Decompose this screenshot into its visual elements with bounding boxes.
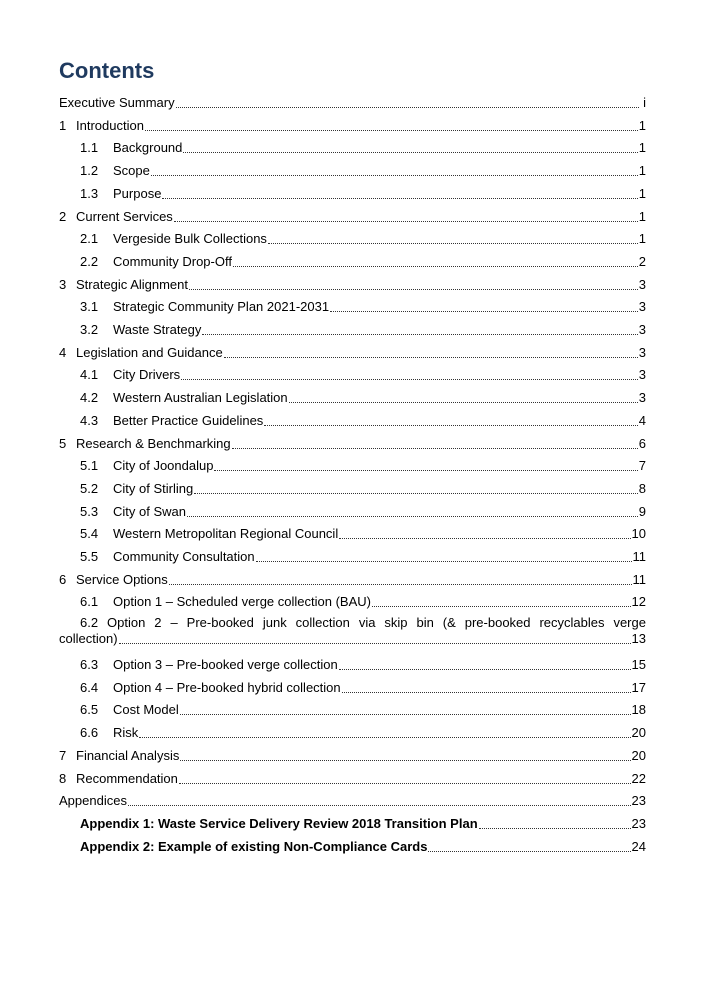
page-title: Contents <box>59 58 155 83</box>
toc-entry-number: 6.1 <box>80 594 99 610</box>
toc-entry-appendix-1[interactable] <box>80 810 646 832</box>
toc-entry-label: Service Options <box>76 571 168 587</box>
toc-entry-number: 1.2 <box>80 163 99 179</box>
dot-leader <box>128 804 631 806</box>
toc-entry-page: 2 <box>638 253 646 269</box>
word: (& <box>442 615 456 630</box>
toc-entry-option-1[interactable] <box>80 588 646 610</box>
toc-entry-community-consultation[interactable] <box>80 543 646 565</box>
toc-entry-page: 3 <box>638 322 646 337</box>
toc-entry-page: 4 <box>638 412 646 428</box>
toc-entry-community-drop-off[interactable] <box>80 248 646 270</box>
word: Pre-booked <box>186 615 254 630</box>
toc-entry-page: 1 <box>638 163 646 179</box>
word: verge <box>613 615 646 630</box>
toc-entry-label: City of Swan <box>113 503 186 519</box>
toc-entry-label: Risk <box>113 725 139 741</box>
toc-entry-city-drivers[interactable] <box>80 361 646 383</box>
toc-entry-page: 3 <box>638 276 646 292</box>
dot-leader <box>183 151 637 153</box>
toc-entry-page: 13 <box>631 631 646 646</box>
toc-entry-number: 6.2 <box>80 615 99 630</box>
dot-leader <box>169 583 632 585</box>
dot-leader <box>174 220 638 222</box>
toc-entry-label: Scope <box>113 163 150 179</box>
toc-entry-city-of-joondalup[interactable] <box>80 452 646 474</box>
dot-leader <box>256 560 632 562</box>
toc-entry-option-3[interactable] <box>80 651 646 673</box>
toc-entry-page: 8 <box>638 480 646 496</box>
toc-entry-label: Strategic Alignment <box>76 276 189 292</box>
toc-entry-label: Recommendation <box>76 770 178 786</box>
dot-leader <box>187 515 638 517</box>
toc-entry-option-2[interactable] <box>59 615 646 647</box>
word: recyclables <box>539 615 605 630</box>
toc-entry-number: 7 <box>59 747 67 763</box>
toc-entry-introduction[interactable] <box>59 112 646 134</box>
toc-entry-scope[interactable] <box>80 157 646 179</box>
toc-entry-city-of-stirling[interactable] <box>80 475 646 497</box>
toc-entry-strategic-alignment[interactable] <box>59 271 646 293</box>
toc-entry-page: 17 <box>631 679 646 695</box>
toc-entry-background[interactable] <box>80 134 646 156</box>
toc-entry-recommendation[interactable] <box>59 765 646 787</box>
word: pre-booked <box>464 615 531 630</box>
toc-entry-label: collection) <box>59 631 118 646</box>
toc-entry-number: 1.1 <box>80 140 99 156</box>
toc-entry-label: City of Stirling <box>113 480 194 496</box>
toc-entry-label: City of Joondalup <box>113 458 214 474</box>
toc-entry-option-4[interactable] <box>80 674 646 696</box>
dot-leader <box>181 378 638 380</box>
toc-entry-number: 6.5 <box>80 702 99 718</box>
toc-entry-number: 4.3 <box>80 412 99 428</box>
toc-entry-page: 15 <box>631 657 646 672</box>
toc-entry-executive-summary[interactable] <box>59 89 646 111</box>
toc-entry-strategic-community-plan[interactable] <box>80 293 646 315</box>
toc-entry-page: 22 <box>631 770 646 786</box>
toc-entry-page: 11 <box>632 571 646 587</box>
toc-entry-page: 3 <box>638 367 646 383</box>
toc-entry-label: Current Services <box>76 208 173 224</box>
toc-entry-number: 1.3 <box>80 185 99 201</box>
toc-entry-label: Purpose <box>113 185 162 201</box>
toc-entry-page: 3 <box>638 299 646 315</box>
toc-entry-page: 1 <box>638 208 646 224</box>
toc-entry-page: 18 <box>631 702 646 718</box>
toc-entry-label: Strategic Community Plan 2021-2031 <box>113 299 330 315</box>
toc-entry-cost-model[interactable] <box>80 696 646 718</box>
dot-leader <box>180 713 631 715</box>
toc-entry-appendix-2[interactable] <box>80 833 646 855</box>
toc-entry-label: Vergeside Bulk Collections <box>113 231 267 247</box>
toc-entry-page: 7 <box>638 458 646 474</box>
toc-entry-number: 5 <box>59 435 67 451</box>
toc-entry-label: Cost Model <box>113 702 179 718</box>
word: – <box>170 615 178 630</box>
toc-entry-label: Appendix 1: Waste Service Delivery Review 2018 Transition Plan <box>80 815 478 831</box>
toc-entry-label: Appendix 2: Example of existing Non-Compliance Cards <box>80 838 428 854</box>
dot-leader <box>202 333 637 335</box>
toc-entry-page: 1 <box>638 117 646 133</box>
dot-leader <box>139 736 630 738</box>
toc-entry-page: 1 <box>638 231 646 247</box>
toc-entry-label: Option 4 – Pre-booked hybrid collection <box>113 679 341 695</box>
toc-entry-page: 10 <box>631 526 646 542</box>
dot-leader <box>194 492 638 494</box>
dot-leader <box>264 424 637 426</box>
toc-entry-waste-strategy[interactable] <box>80 316 646 338</box>
dot-leader <box>289 401 638 403</box>
dot-leader <box>372 605 631 607</box>
word: 2 <box>154 615 162 630</box>
toc-entry-page: 3 <box>638 344 646 360</box>
toc-entry-number: 8 <box>59 770 67 786</box>
toc-entry-number: 6.3 <box>80 657 99 672</box>
toc-entry-number: 6.4 <box>80 679 99 695</box>
toc-entry-page: 9 <box>638 503 646 519</box>
toc-entry-financial-analysis[interactable] <box>59 742 646 764</box>
dot-leader <box>180 759 630 761</box>
toc-entry-number: 3 <box>59 276 67 292</box>
toc-entry-number: 2.2 <box>80 253 99 269</box>
dot-leader <box>342 691 631 693</box>
toc-entry-page: 24 <box>631 838 646 854</box>
dot-leader <box>189 288 638 290</box>
toc-entry-appendices[interactable] <box>59 787 646 809</box>
toc-entry-better-practice-guidelines[interactable] <box>80 407 646 429</box>
toc-entry-page: 12 <box>631 594 646 610</box>
toc-entry-page: 23 <box>631 793 646 809</box>
toc-entry-city-of-swan[interactable] <box>80 498 646 520</box>
toc-entry-number: 3.1 <box>80 299 99 315</box>
dot-leader <box>151 174 638 176</box>
dot-leader <box>232 447 638 449</box>
toc-entry-number: 4.2 <box>80 390 99 406</box>
toc-entry-number: 6.6 <box>80 725 99 741</box>
toc-entry-line-2 <box>59 631 646 647</box>
toc-entry-label: Community Drop-Off <box>113 253 232 269</box>
toc-entry-number: 1 <box>59 117 67 133</box>
toc-entry-western-metropolitan-regional-council[interactable] <box>80 520 646 542</box>
toc-entry-page: 11 <box>632 549 646 564</box>
toc-entry-label: Background <box>113 140 183 156</box>
dot-leader <box>330 310 638 312</box>
toc-entry-label: Appendices <box>59 793 127 809</box>
toc-entry-label: Legislation and Guidance <box>76 344 223 360</box>
toc-entry-label: Waste Strategy <box>113 322 202 337</box>
toc-entry-research-benchmarking[interactable] <box>59 430 646 452</box>
dot-leader <box>339 668 631 670</box>
dot-leader <box>145 129 638 131</box>
toc-entry-page: 20 <box>631 725 646 741</box>
toc-entry-label: Research & Benchmarking <box>76 435 231 451</box>
toc-entry-page: 20 <box>631 747 646 763</box>
toc-entry-number: 5.2 <box>80 480 99 496</box>
toc-entry-number: 2.1 <box>80 231 99 247</box>
toc-entry-label: Community Consultation <box>113 549 255 564</box>
toc-entry-number: 3.2 <box>80 322 99 337</box>
dot-leader <box>176 106 639 108</box>
toc-entry-page: 6 <box>638 435 646 451</box>
toc-entry-number: 6 <box>59 571 67 587</box>
word: Option <box>107 615 146 630</box>
toc-entry-service-options[interactable] <box>59 566 646 588</box>
toc-entry-number: 5.4 <box>80 526 99 542</box>
toc-entry-page: 1 <box>638 185 646 201</box>
word: via <box>358 615 376 630</box>
toc-entry-number: 4.1 <box>80 367 99 383</box>
dot-leader <box>428 850 630 852</box>
toc-entry-label: Western Australian Legislation <box>113 390 288 406</box>
word: bin <box>416 615 434 630</box>
toc-entry-line-1 <box>80 615 646 631</box>
toc-entry-label: Introduction <box>76 117 144 133</box>
dot-leader <box>119 642 631 644</box>
toc-entry-label: Executive Summary <box>59 95 175 110</box>
dot-leader <box>162 197 637 199</box>
dot-leader <box>179 782 631 784</box>
dot-leader <box>339 537 630 539</box>
toc-entry-label: Better Practice Guidelines <box>113 412 264 428</box>
dot-leader <box>233 265 638 267</box>
dot-leader <box>214 469 637 471</box>
toc-entry-purpose[interactable] <box>80 180 646 202</box>
toc-entry-number: 2 <box>59 208 67 224</box>
dot-leader <box>268 242 638 244</box>
toc-entry-risk[interactable] <box>80 719 646 741</box>
toc-entry-label: Option 1 – Scheduled verge collection (BAU) <box>113 594 371 610</box>
dot-leader <box>479 827 631 829</box>
word: skip <box>384 615 408 630</box>
toc-entry-label: City Drivers <box>113 367 181 383</box>
toc-entry-page: 1 <box>638 140 646 156</box>
toc-entry-page: 23 <box>631 815 646 831</box>
word: collection <box>295 615 350 630</box>
toc-entry-label: Western Metropolitan Regional Council <box>113 526 339 542</box>
toc-entry-number: 4 <box>59 344 67 360</box>
toc-entry-number: 5.5 <box>80 549 99 564</box>
toc-entry-number: 5.1 <box>80 458 99 474</box>
toc-entry-current-services[interactable] <box>59 203 646 225</box>
toc-entry-page: 3 <box>638 390 646 406</box>
toc-entry-number: 5.3 <box>80 503 99 519</box>
toc-entry-page: i <box>643 95 646 110</box>
toc-entry-legislation-and-guidance[interactable] <box>59 339 646 361</box>
toc-entry-label: Option 3 – Pre-booked verge collection <box>113 657 338 672</box>
toc-entry-western-australian-legislation[interactable] <box>80 384 646 406</box>
toc-entry-label: Financial Analysis <box>76 747 180 763</box>
dot-leader <box>224 356 638 358</box>
toc-entry-vergeside-bulk-collections[interactable] <box>80 225 646 247</box>
word: junk <box>262 615 287 630</box>
